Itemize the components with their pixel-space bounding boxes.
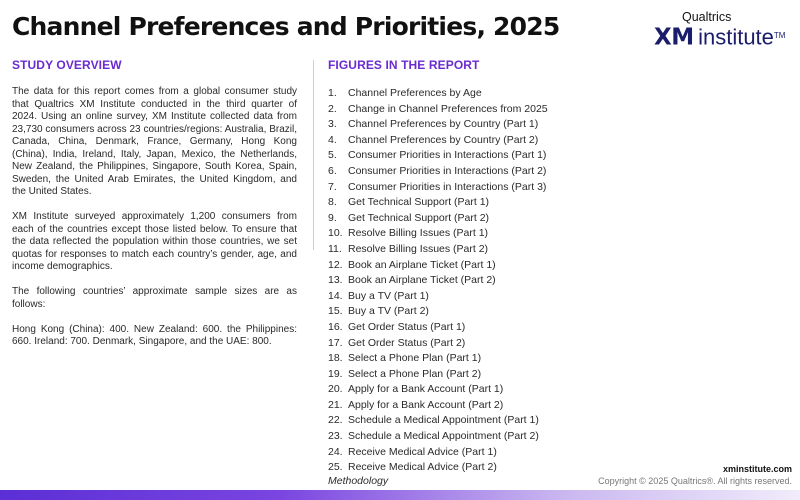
figure-label: Resolve Billing Issues (Part 2): [348, 242, 489, 255]
figure-number: 8.: [328, 196, 337, 209]
figure-label: Get Technical Support (Part 2): [348, 211, 490, 224]
figure-list-item[interactable]: [328, 242, 548, 258]
figures-list: [328, 86, 548, 476]
study-paragraph: The following countries’ approximate sample sizes are as follows:: [12, 286, 297, 310]
figure-label: Channel Preferences by Country (Part 2): [348, 133, 539, 146]
study-overview-text: [12, 86, 297, 361]
study-paragraph: XM Institute surveyed approximately 1,200 consumers from each of the countries except those listed below. To ensure that the data reflected the population within those countries, we set quotas for responses to match each country’s gender, age, and income demographics.: [12, 211, 297, 272]
column-divider: [313, 60, 314, 250]
figure-number: 11.: [328, 242, 342, 255]
figure-list-item[interactable]: [328, 367, 548, 383]
figure-list-item[interactable]: [328, 148, 548, 164]
figure-number: 2.: [328, 102, 337, 115]
figure-label: Buy a TV (Part 1): [348, 289, 429, 302]
study-paragraph: Hong Kong (China): 400. New Zealand: 600. the Philippines: 660. Ireland: 700. Denmark, Singapore, and the UAE: 800.: [12, 323, 297, 347]
figure-number: 9.: [328, 211, 337, 224]
logo-institute: institute: [698, 24, 774, 50]
figure-number: 17.: [328, 336, 343, 349]
figure-number: 10.: [328, 227, 343, 240]
figure-label: Channel Preferences by Country (Part 1): [348, 118, 539, 131]
figure-number: 20.: [328, 383, 343, 396]
figure-number: 4.: [328, 133, 337, 146]
figure-list-item[interactable]: [328, 413, 548, 429]
figure-label: Consumer Priorities in Interactions (Part 3): [348, 180, 547, 193]
figure-list-item[interactable]: [328, 445, 548, 461]
figure-number: 21.: [328, 398, 343, 411]
logo-brand: Qualtrics: [682, 10, 732, 24]
study-paragraph: The data for this report comes from a global consumer study that Qualtrics XM Institute conducted in the third quarter of 2024. Using an online survey, XM Institute collected data from 23,730 consumers across 23 countries/regions: Australia, Brazil, Canada, China, Denmark, France, Germany, Hong Kong (China), India, Ireland, Italy, Japan, Mexico, the Netherlands, New Zealand, the Philippines, Singapore, South Korea, Spain, Sweden, the United Arab Emirates, the United Kingdom, and the United States.: [12, 86, 297, 197]
figure-label: Select a Phone Plan (Part 1): [348, 352, 482, 365]
figure-label: Schedule a Medical Appointment (Part 2): [348, 430, 539, 443]
figure-number: 23.: [328, 430, 343, 443]
figure-list-item[interactable]: [328, 180, 548, 196]
figure-number: 24.: [328, 445, 343, 458]
figure-list-item[interactable]: [328, 86, 548, 102]
figure-label: Receive Medical Advice (Part 1): [348, 445, 497, 458]
figure-number: 14.: [328, 289, 343, 302]
figure-label: Get Order Status (Part 1): [348, 320, 466, 333]
figure-label: Book an Airplane Ticket (Part 1): [348, 258, 496, 271]
page-title: Channel Preferences and Priorities, 2025: [12, 12, 560, 41]
figure-label: Channel Preferences by Age: [348, 87, 482, 99]
figure-number: 25.: [328, 461, 343, 474]
xm-institute-logo: [654, 10, 786, 52]
logo-trademark: TM: [773, 31, 786, 40]
figure-list-item[interactable]: [328, 429, 548, 445]
figure-list-item[interactable]: [328, 164, 548, 180]
figure-label: Buy a TV (Part 2): [348, 305, 429, 318]
figure-list-item[interactable]: [328, 304, 548, 320]
figure-list-item[interactable]: [328, 102, 548, 118]
figure-number: 3.: [328, 118, 337, 131]
figure-label: Change in Channel Preferences from 2025: [348, 102, 548, 115]
figure-number: 15.: [328, 305, 343, 318]
figure-label: Get Order Status (Part 2): [348, 336, 466, 349]
figures-heading: FIGURES IN THE REPORT: [328, 58, 480, 72]
figure-number: 5.: [328, 149, 337, 162]
figure-number: 7.: [328, 180, 337, 193]
figure-list-item[interactable]: [328, 273, 548, 289]
figure-list-item[interactable]: [328, 398, 548, 414]
figure-label: Apply for a Bank Account (Part 2): [348, 398, 504, 411]
logo-wordmark: [654, 24, 786, 52]
figure-label: Schedule a Medical Appointment (Part 1): [348, 414, 539, 427]
figure-label: Receive Medical Advice (Part 2): [348, 461, 497, 474]
figure-number: 6.: [328, 164, 337, 177]
figure-number: 16.: [328, 320, 343, 333]
figure-label: Consumer Priorities in Interactions (Part 2): [348, 164, 547, 177]
figure-list-item[interactable]: [328, 289, 548, 305]
logo-xm: XM: [654, 24, 694, 51]
figure-label: Book an Airplane Ticket (Part 2): [348, 274, 496, 287]
figure-list-item[interactable]: [328, 351, 548, 367]
figure-number: 19.: [328, 367, 343, 380]
figure-number: 12.: [328, 258, 343, 271]
methodology-link[interactable]: Methodology: [328, 475, 389, 487]
figure-label: Consumer Priorities in Interactions (Part 1): [348, 149, 547, 162]
figure-number: 13.: [328, 274, 343, 287]
study-overview-heading: STUDY OVERVIEW: [12, 58, 122, 72]
figure-list-item[interactable]: [328, 460, 548, 476]
figure-list-item[interactable]: [328, 320, 548, 336]
bottom-gradient-bar: [0, 490, 800, 500]
footer-copyright: Copyright © 2025 Qualtrics®. All rights reserved.: [598, 476, 792, 486]
figure-list-item[interactable]: [328, 195, 548, 211]
figure-list-item[interactable]: [328, 258, 548, 274]
figure-label: Apply for a Bank Account (Part 1): [348, 383, 504, 396]
footer-site[interactable]: xminstitute.com: [722, 464, 792, 474]
figure-number: 22.: [328, 414, 343, 427]
figure-list-item[interactable]: [328, 382, 548, 398]
figure-list-item[interactable]: [328, 211, 548, 227]
figure-label: Select a Phone Plan (Part 2): [348, 367, 482, 380]
figure-list-item[interactable]: [328, 226, 548, 242]
figure-list-item[interactable]: [328, 133, 548, 149]
figure-label: Get Technical Support (Part 1): [348, 196, 490, 209]
figure-number: 1.: [328, 87, 337, 99]
figure-list-item[interactable]: [328, 336, 548, 352]
figure-number: 18.: [328, 352, 343, 365]
figure-label: Resolve Billing Issues (Part 1): [348, 227, 489, 240]
figure-list-item[interactable]: [328, 117, 548, 133]
